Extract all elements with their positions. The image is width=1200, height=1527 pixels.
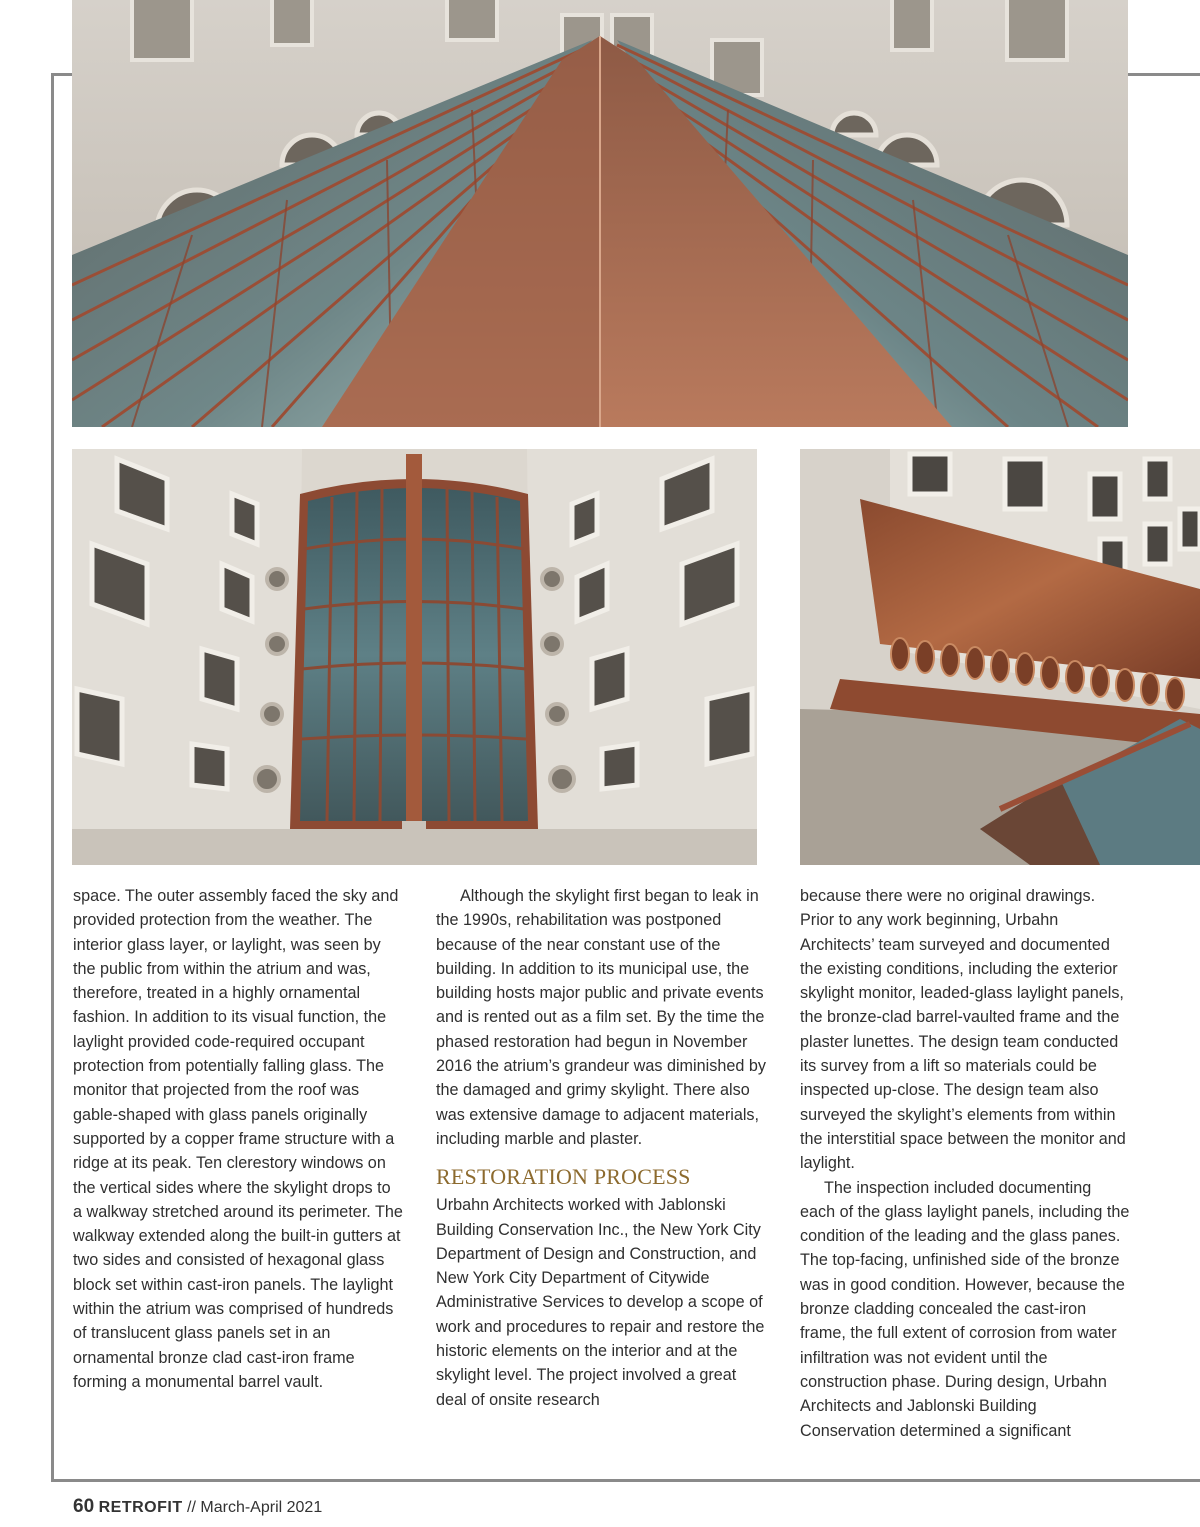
page-folio xyxy=(73,1496,322,1518)
section-heading: RESTORATION PROCESS xyxy=(436,1164,691,1190)
col2-paragraph-1: Although the skylight first began to leak in the 1990s, rehabilitation was postponed because of the near constant use of the building. In addition to its municipal use, the building hosts major public and private events and is rented out as a film set. By the time the phased restoration had begun in November 2016 the atrium’s grandeur was diminished by the damaged and grimy skylight. There also was extensive damage to adjacent materials, including marble and plaster. xyxy=(436,887,766,1148)
bronze-cladding-detail-photo xyxy=(800,449,1200,865)
folio-separator: // xyxy=(187,1499,196,1516)
text-column-2 xyxy=(436,884,766,1412)
page-frame-left xyxy=(51,73,54,1482)
page-frame-bottom xyxy=(51,1479,1200,1482)
skylight-monitor-ridge-photo xyxy=(72,0,1128,427)
page-frame-top-left xyxy=(51,73,72,76)
magazine-name: RETROFIT xyxy=(98,1499,183,1516)
col3-paragraph-1: because there were no original drawings. Prior to any work beginning, Urbahn Architects’ team surveyed and documented the existing conditions, including the exterior skylight monitor, leaded-glass laylight panels, the bronze-clad barrel-vaulted frame and the plaster lunettes. The design team conducted its survey from a lift so materials could be inspected up-close. The design team also surveyed the skylight’s elements from within the interstitial space between the monitor and laylight. xyxy=(800,887,1126,1173)
page-number: 60 xyxy=(73,1496,95,1517)
col2-paragraph-2: Urbahn Architects worked with Jablonski Building Conservation Inc., the New York City Department of Design and Construction, and New York City Department of Citywide Administrative Services to develop a scope of work and procedures to repair and restore the historic elements on the interior and at the skylight level. The project involved a great deal of onsite research xyxy=(436,1196,765,1409)
atrium-barrel-vault-laylight-photo xyxy=(72,449,757,865)
col1-paragraph-1: space. The outer assembly faced the sky and provided protection from the weather. The interior glass layer, or laylight, was seen by the public from within the atrium and was, therefore, treated in a highly ornamental fashion. In addition to its visual function, the laylight provided code-required occupant protection from potentially falling glass. The monitor that projected from the roof was gable-shaped with glass panels originally supported by a copper frame structure with a ridge at its peak. Ten clerestory windows on the vertical sides where the skylight drops to a walkway stretched around its perimeter. The walkway extended along the built-in gutters at two sides and consisted of hexagonal glass block set within cast-iron panels. The laylight within the atrium was comprised of hundreds of translucent glass panels set in an ornamental bronze clad cast-iron frame forming a monumental barrel vault. xyxy=(73,887,403,1391)
issue-date: March-April 2021 xyxy=(200,1499,323,1516)
page-frame-top-right xyxy=(1128,73,1200,76)
text-column-1 xyxy=(73,884,403,1394)
text-column-3 xyxy=(800,884,1130,1443)
col3-paragraph-2: The inspection included documenting each of the glass laylight panels, including the condition of the leading and the glass panes. The top-facing, unfinished side of the bronze was in good condition. However, because the bronze cladding concealed the cast-iron frame, the full extent of corrosion from water infiltration was not evident until the construction phase. During design, Urbahn Architects and Jablonski Building Conservation determined a significant xyxy=(800,1178,1130,1440)
